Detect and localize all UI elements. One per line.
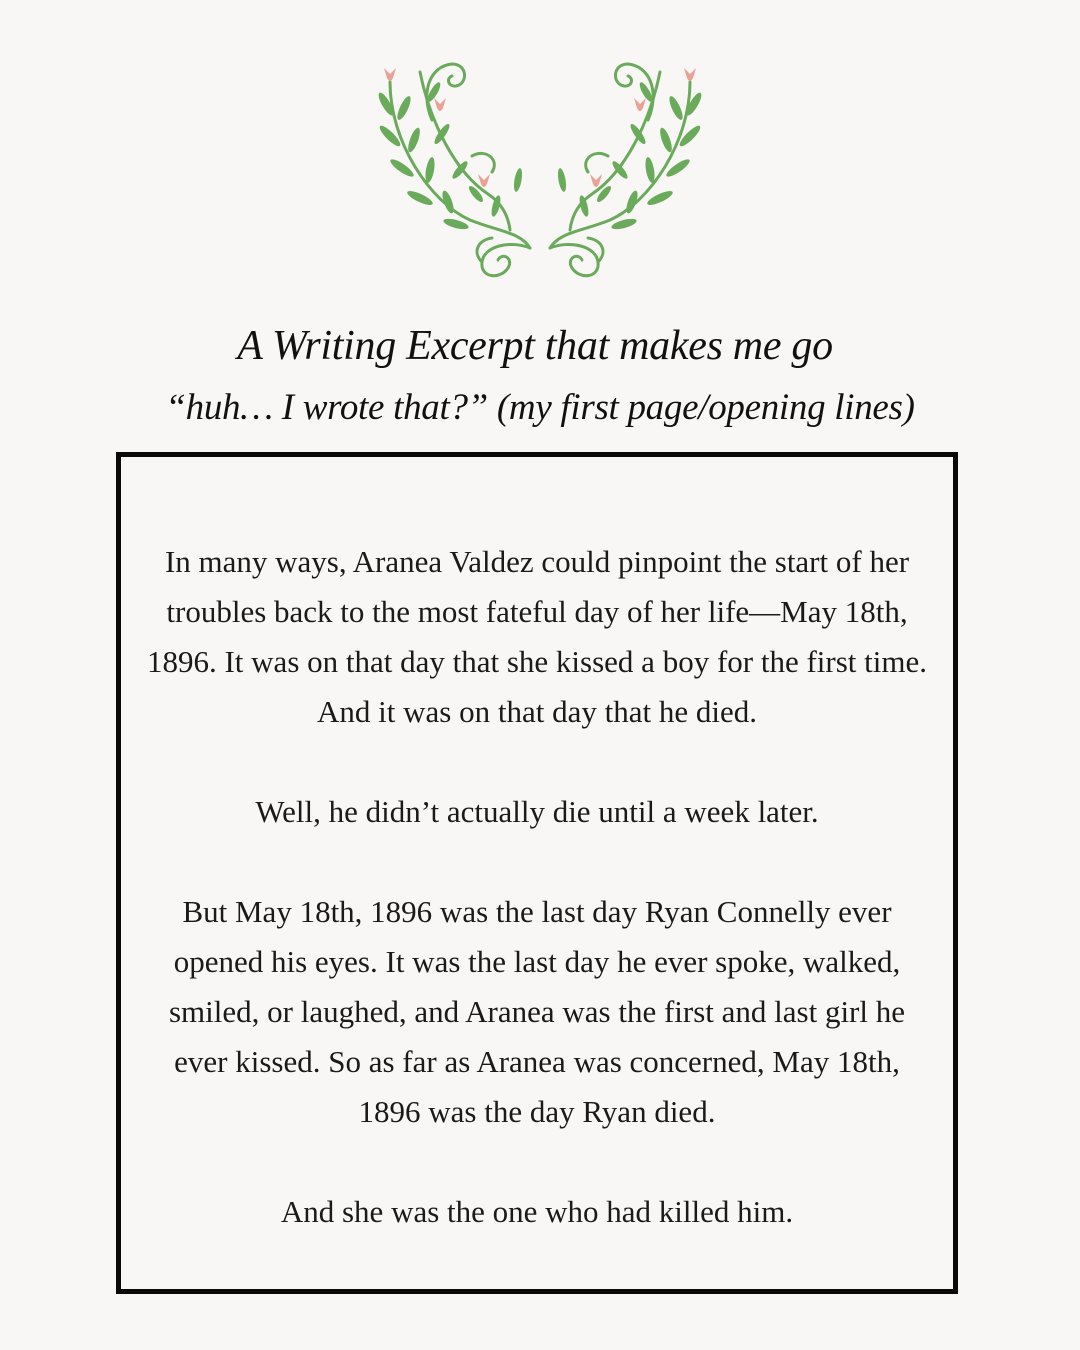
- excerpt-paragraph: But May 18th, 1896 was the last day Ryan Connelly ever opened his eyes. It was the last day he ever spoke, walked, smiled, or laughed, and Aranea was the first and last girl he ever kissed. So as far as Aranea was concerned, May 18th, 1896 was the day Ryan died.: [168, 894, 906, 1129]
- excerpt-body: [141, 537, 933, 1237]
- excerpt-paragraph: Well, he didn’t actually die until a week later.: [255, 794, 819, 829]
- excerpt-paragraph: In many ways, Aranea Valdez could pinpoint the start of her troubles back to the most fateful day of her life—May 18th, 1896. It was on that day that she kissed a boy for the first time. And it was on that day that he died.: [146, 544, 927, 729]
- floral-vine-ornament-icon: [360, 52, 720, 288]
- excerpt-paragraph: And she was the one who had killed him.: [280, 1194, 794, 1229]
- page-title: A Writing Excerpt that makes me go: [237, 323, 833, 369]
- excerpt-frame: [116, 452, 958, 1294]
- page-subtitle: “huh… I wrote that?” (my first page/opening lines): [165, 387, 915, 428]
